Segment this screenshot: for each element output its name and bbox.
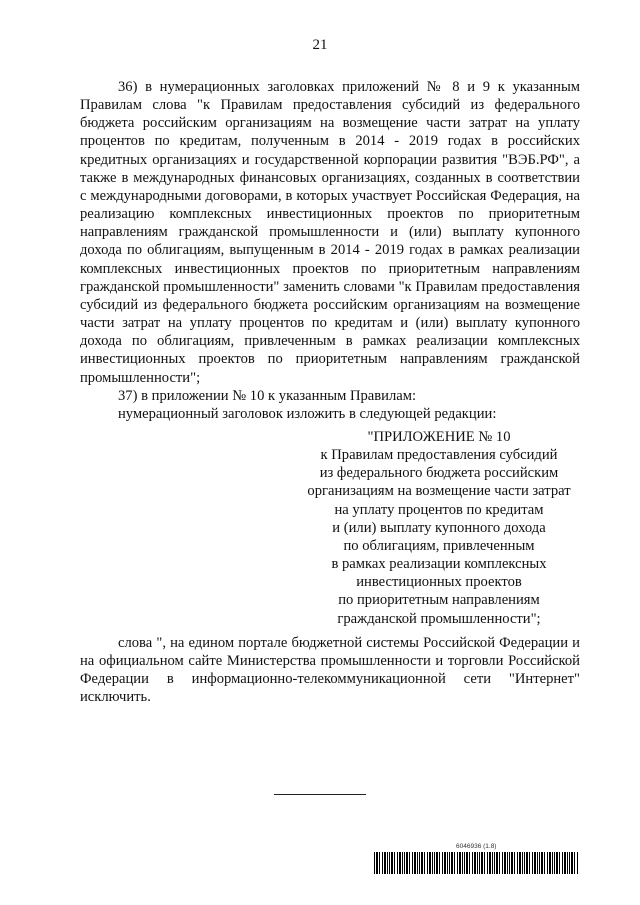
appendix-line: инвестиционных проектов <box>356 574 522 591</box>
end-divider <box>274 794 366 795</box>
appendix-line: в рамках реализации комплексных <box>331 556 547 573</box>
document-body <box>80 78 580 706</box>
appendix-line: по приоритетным направлениям <box>338 592 540 609</box>
appendix-line: на уплату процентов по кредитам <box>334 501 544 518</box>
appendix-line: по облигациям, привлеченным <box>343 537 535 554</box>
barcode <box>374 852 579 874</box>
paragraph-words: слова ", на едином портале бюджетной системы Российской Федерации и на официальном сайте Министерства промышленности и торговли Российской Федерации в информационно-телекоммуникационной сети "Интернет" исключить. <box>80 634 580 706</box>
appendix-line: из федерального бюджета российским <box>319 465 559 482</box>
appendix-line: "ПРИЛОЖЕНИЕ № 10 <box>367 428 511 445</box>
paragraph-36: 36) в нумерационных заголовках приложений № 8 и 9 к указанным Правилам слова "к Правилам предоставления субсидий из федерального бюджета российским организациям на возмещение части затрат на уплату процентов по кредитам, полученным в 2014 - 2019 годах в российских кредитных организациях и государственной корпорации развития "ВЭБ.РФ", а также в международных финансовых организациях, созданных в соответствии с международными договорами, в которых участвует Российская Федерация, на реализацию комплексных инвестиционных проектов по приоритетным направлениям гражданской промышленности и (или) выплату купонного дохода по облигациям, выпущенным в 2014 - 2019 годах в рамках реализации комплексных инвестиционных проектов по приоритетным направлениям гражданской промышленности" заменить словами "к Правилам предоставления субсидий из федерального бюджета российским организациям на возмещение части затрат на уплату процентов по кредитам и (или) выплату купонного дохода по облигациям, привлеченным в рамках реализации комплексных инвестиционных проектов по приоритетным направлениям гражданской промышленности"; <box>80 79 580 386</box>
appendix-line: и (или) выплату купонного дохода <box>332 519 546 536</box>
page-number: 21 <box>312 37 328 53</box>
appendix-line: к Правилам предоставления субсидий <box>320 447 558 464</box>
appendix-heading <box>298 428 580 628</box>
appendix-line: гражданской промышленности"; <box>337 610 541 627</box>
paragraph-37: 37) в приложении № 10 к указанным Правилам: <box>118 387 417 404</box>
instruction-line: нумерационный заголовок изложить в следующей редакции: <box>118 405 497 422</box>
document-code: 6046936 (1.8) <box>456 843 497 850</box>
appendix-line: организациям на возмещение части затрат <box>307 483 571 500</box>
